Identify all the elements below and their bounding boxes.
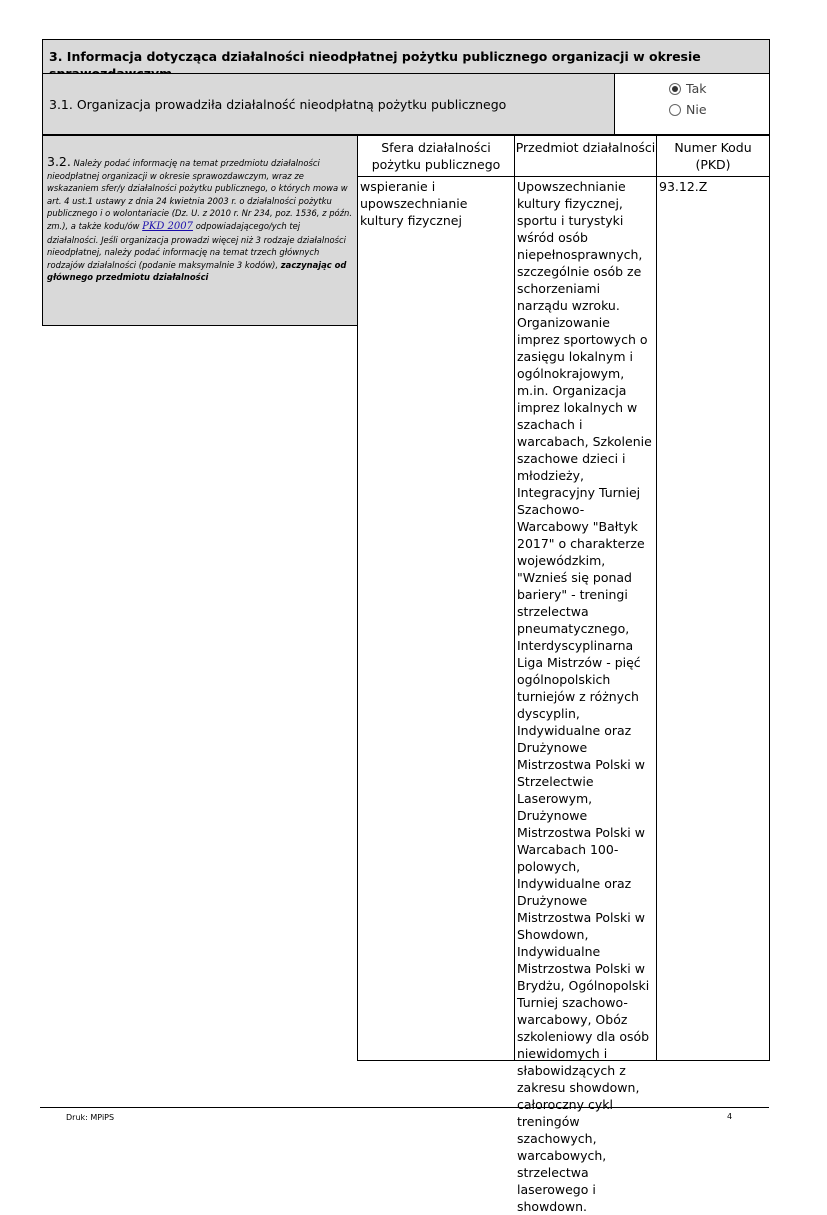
question-3-2-text-part2: odpowiadającego/ych tej działalności. Jeśli organizacja prowadzi więcej niż 3 rodzaje działalności nieodpłatnej, należy podać informację na temat trzech głównych rodzajów działalności (podanie maksymalnie 3 kodów),	[47, 220, 346, 270]
question-3-1-options	[614, 73, 770, 135]
section-header: 3. Informacja dotycząca działalności nieodpłatnej pożytku publicznego organizacji w okresie	[42, 39, 770, 74]
page-number: 4	[727, 1112, 733, 1121]
header-sfera: Sfera działalności pożytku publicznego	[357, 135, 515, 177]
radio-label-nie: Nie	[686, 102, 707, 117]
footer-print-label: Druk: MPiPS	[66, 1113, 115, 1122]
cell-pkd: 93.12.Z	[656, 176, 770, 1061]
radio-label-tak: Tak	[686, 81, 707, 96]
header-pkd: Numer Kodu (PKD)	[656, 135, 770, 177]
question-3-1-label	[42, 73, 615, 135]
question-3-2-number: 3.2.	[47, 154, 71, 169]
question-3-2-text-bold: zaczynając od głównego przedmiotu działalności	[47, 259, 347, 283]
footer-divider	[40, 1107, 769, 1108]
question-3-2-text-part1: Należy podać informację na temat przedmiotu działalności nieodpłatnej organizacji w okresie sprawozdawczym, wraz ze wskazaniem sfer/y działalności pożytku publicznego, o których mowa w art. 4 ust.1 ustawy z dnia 24 kwietnia 2003 r. o działalności pożytku publicznego i o wolontariacie (Dz. U. z 2010 r. Nr 234, poz. 1536, z późn. zm.), a także kodu/ów	[47, 158, 352, 231]
radio-option-tak[interactable]	[669, 78, 769, 99]
cell-sfera: wspieranie i upowszechnianie kultury fizycznej	[357, 176, 515, 1061]
pkd-link[interactable]: PKD 2007	[142, 220, 194, 232]
radio-option-nie[interactable]	[669, 99, 769, 120]
header-przedmiot: Przedmiot działalności	[514, 135, 657, 177]
question-3-2-description	[42, 135, 358, 326]
question-3-1-text: 3.1. Organizacja prowadziła działalność nieodpłatną pożytku publicznego	[49, 96, 507, 112]
radio-checked-icon[interactable]	[669, 83, 681, 95]
cell-przedmiot: Upowszechnianie kultury fizycznej, sportu i turystyki wśród osób niepełnosprawnych, szczególnie osób ze schorzeniami narządu wzroku. Organizowanie imprez sportowych o zasięgu lokalnym i ogólnokrajowym, m.in. Organizacja imprez lokalnych w szachach i warcabach, Szkolenie szachowe dzieci i młodzieży, Integracyjny Turniej Szachowo-Warcabowy "Bałtyk 2017" o charakterze wojewódzkim, "Wznieś się ponad bariery" - treningi strzelectwa pneumatycznego, Interdyscyplinarna Liga Mistrzów - pięć ogólnopolskich turniejów z różnych dyscyplin, Indywidualne oraz Drużynowe Mistrzostwa Polski w Strzelectwie Laserowym, Drużynowe Mistrzostwa Polski w Warcabach 100-polowych, Indywidualne oraz Drużynowe Mistrzostwa Polski w Showdown, Indywidualne Mistrzostwa Polski w Brydżu, Ogólnopolski Turniej szachowo-warcabowy, Obóz szkoleniowy dla osób niewidomych i słabowidzących z zakresu showdown, całoroczny cykl treningów szachowych, warcabowych, strzelectwa laserowego i showdown.	[514, 176, 657, 1061]
radio-unchecked-icon[interactable]	[669, 104, 681, 116]
